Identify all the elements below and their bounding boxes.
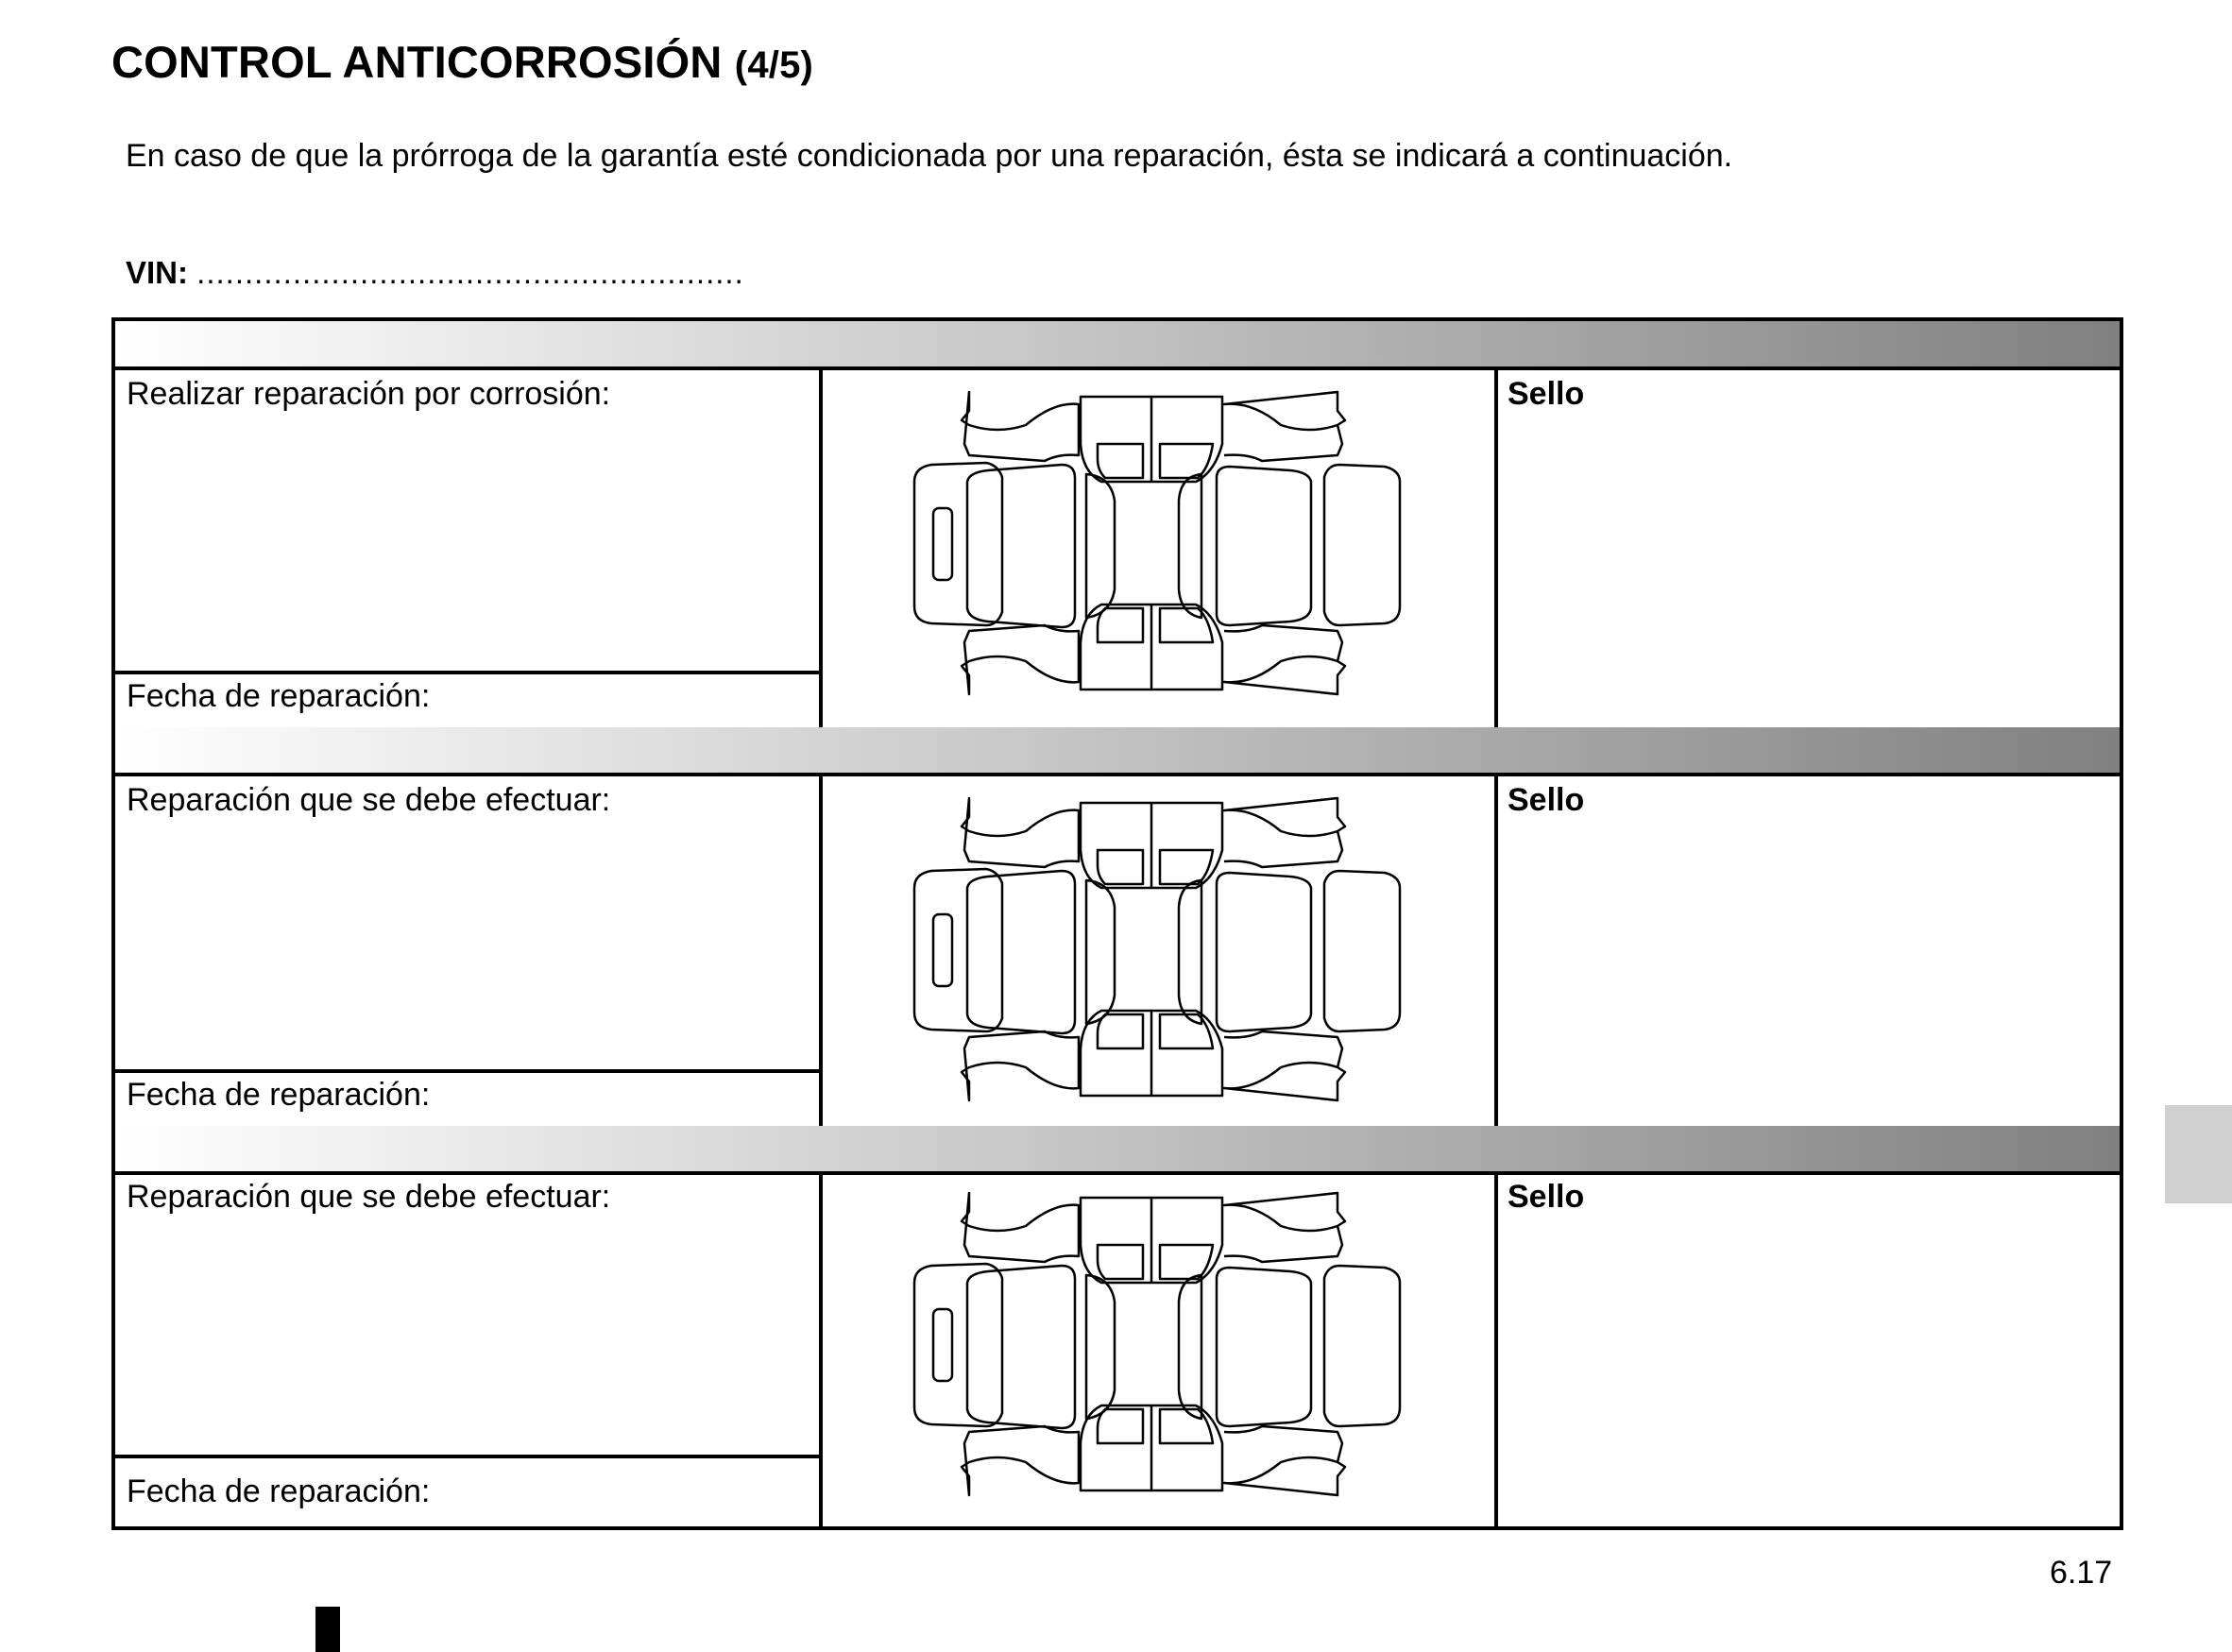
column-divider: [819, 776, 823, 1126]
repair-date-label[interactable]: Fecha de reparación:: [127, 678, 431, 714]
print-mark: [315, 1607, 340, 1652]
column-divider: [1494, 370, 1498, 727]
section-header-band: [115, 1126, 2120, 1175]
page-title-text: CONTROL ANTICORROSIÓN: [111, 37, 723, 87]
row-divider: [115, 1069, 823, 1073]
row-divider: [115, 671, 823, 674]
column-divider: [1494, 776, 1498, 1126]
section-header-band: [115, 321, 2120, 370]
page-title-suffix: (4/5): [734, 44, 814, 86]
chapter-tab: [2165, 1105, 2232, 1203]
vin-label: VIN:: [126, 255, 188, 290]
repair-form: [111, 317, 2123, 1530]
column-divider: [1494, 1175, 1498, 1530]
row-divider: [115, 1455, 823, 1458]
car-body-diagram-icon[interactable]: [912, 793, 1404, 1105]
repair-label[interactable]: Reparación que se debe efectuar:: [127, 1179, 611, 1215]
vin-line: [126, 255, 744, 291]
column-divider: [819, 1175, 823, 1530]
repair-label[interactable]: Reparación que se debe efectuar:: [127, 782, 611, 818]
vin-field[interactable]: .........................................................: [196, 255, 744, 290]
repair-label[interactable]: Realizar reparación por corrosión:: [127, 376, 611, 412]
car-body-diagram-icon[interactable]: [912, 1188, 1404, 1500]
intro-text: En caso de que la prórroga de la garantía esté condicionada por una reparación, ésta se indicará a continuación.: [126, 138, 1733, 174]
stamp-label[interactable]: Sello: [1508, 1179, 1585, 1215]
stamp-label[interactable]: Sello: [1508, 782, 1585, 818]
car-body-diagram-icon[interactable]: [912, 387, 1404, 699]
repair-date-label[interactable]: Fecha de reparación:: [127, 1077, 431, 1113]
page-number: 6.17: [2050, 1555, 2113, 1591]
repair-date-label[interactable]: Fecha de reparación:: [127, 1473, 431, 1509]
stamp-label[interactable]: Sello: [1508, 376, 1585, 412]
page-title: [111, 36, 813, 88]
section-header-band: [115, 727, 2120, 776]
